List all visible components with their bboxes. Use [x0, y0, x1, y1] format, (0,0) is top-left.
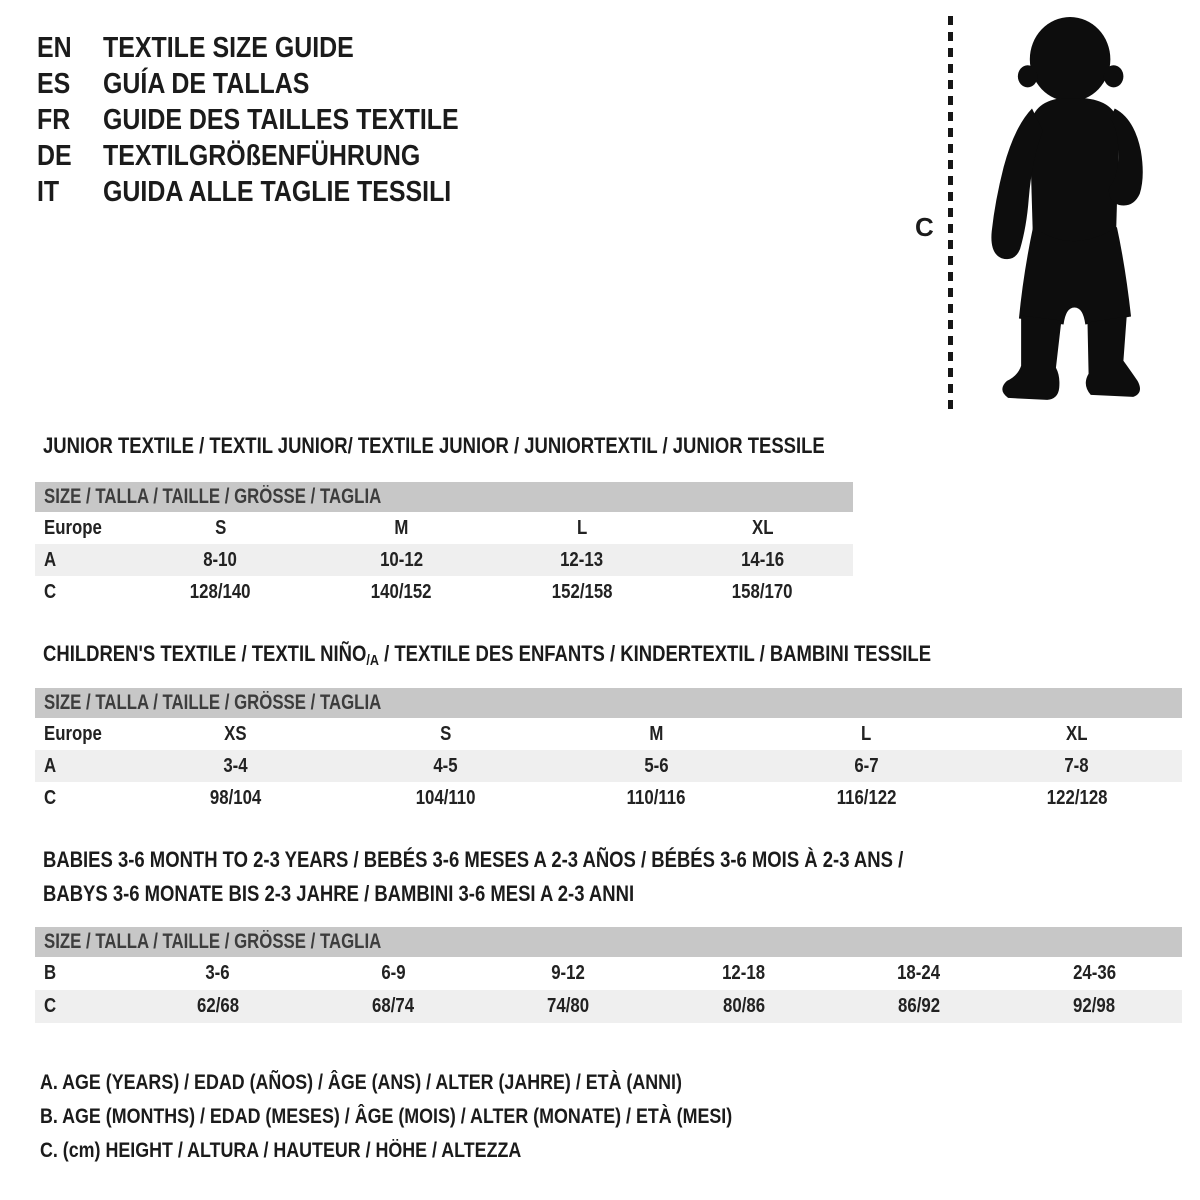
row-label: C — [44, 995, 57, 1017]
table-row-height — [35, 782, 1182, 814]
babies-section-title: BABIES 3-6 MONTH TO 2-3 YEARS / BEBÉS 3-6 MESES A 2-3 AÑOS / BÉBÉS 3-6 MOIS À 2-3 ANS / BABYS 3-6 MONATE BIS 2-3 JAHRE / BAMBINI 3-6 MESI A 2-3 ANNI — [43, 847, 904, 906]
height-cell: 92/98 — [1073, 995, 1116, 1017]
row-label: A — [44, 754, 57, 777]
language-code: IT — [37, 175, 60, 208]
language-row-es — [37, 66, 517, 102]
language-code: ES — [37, 67, 71, 100]
language-code: DE — [37, 139, 72, 172]
height-cell: 152/158 — [551, 580, 613, 603]
table-row-months — [35, 957, 1182, 990]
silhouette-ear-left — [1018, 65, 1038, 87]
language-row-fr — [37, 102, 517, 138]
months-cell: 9-12 — [551, 962, 586, 984]
junior-size-table — [35, 482, 853, 608]
table-row-age — [35, 544, 853, 576]
size-header-bar: SIZE / TALLA / TAILLE / GRÖSSE / TAGLIA — [35, 688, 1182, 718]
size-cell: S — [214, 516, 226, 539]
junior-section-title: JUNIOR TEXTILE / TEXTIL JUNIOR/ TEXTILE JUNIOR / JUNIORTEXTIL / JUNIOR TESSILE — [43, 433, 825, 458]
children-section-title: CHILDREN'S TEXTILE / TEXTIL $NIÑO_{/A}$ / TEXTILE DES ENFANTS / KINDERTEXTIL / BAMBINI TESSILE — [43, 641, 932, 669]
months-cell: 24-36 — [1072, 962, 1116, 984]
row-label: Europe — [44, 516, 102, 539]
silhouette-leg-left — [1002, 316, 1061, 400]
height-cell: 62/68 — [196, 995, 239, 1017]
row-label: Europe — [44, 722, 102, 745]
row-label: A — [44, 548, 57, 571]
legend-age-months: B. AGE (MONTHS) / EDAD (MESES) / ÂGE (MOIS) / ALTER (MONATE) / ETÀ (MESI) — [40, 1105, 733, 1128]
language-code: EN — [37, 31, 72, 64]
size-cell: M — [394, 516, 409, 539]
legend-height-cm: C. (cm) HEIGHT / ALTURA / HAUTEUR / HÖHE / ALTEZZA — [40, 1139, 522, 1162]
months-cell: 3-6 — [205, 962, 230, 984]
guide-title-de: TEXTILGRÖßENFÜHRUNG — [103, 139, 421, 172]
language-code: FR — [37, 103, 71, 136]
size-cell: XL — [751, 516, 774, 539]
language-row-it — [37, 174, 517, 210]
size-cell: L — [861, 722, 872, 745]
guide-title-es: GUÍA DE TALLAS — [103, 67, 310, 100]
size-cell: L — [576, 516, 588, 539]
guide-title-en: TEXTILE SIZE GUIDE — [103, 31, 354, 64]
age-cell: 10-12 — [379, 548, 423, 571]
measurement-legend — [40, 1066, 854, 1168]
months-cell: 18-24 — [897, 962, 941, 984]
silhouette-head — [1030, 17, 1111, 101]
age-cell: 12-13 — [560, 548, 604, 571]
language-row-en — [37, 30, 517, 66]
height-cell: 86/92 — [897, 995, 940, 1017]
size-cell: M — [649, 722, 664, 745]
table-row-europe — [35, 512, 853, 544]
size-header-bar: SIZE / TALLA / TAILLE / GRÖSSE / TAGLIA — [35, 482, 853, 512]
age-cell: 7-8 — [1064, 754, 1089, 777]
months-cell: 12-18 — [722, 962, 766, 984]
babies-size-table — [35, 927, 1182, 1023]
age-cell: 4-5 — [433, 754, 458, 777]
legend-age-years: A. AGE (YEARS) / EDAD (AÑOS) / ÂGE (ANS) / ALTER (JAHRE) / ETÀ (ANNI) — [40, 1071, 682, 1094]
height-cell: 110/116 — [626, 786, 686, 809]
height-cell: 122/128 — [1046, 786, 1108, 809]
silhouette-ear-right — [1104, 65, 1124, 87]
age-cell: 5-6 — [643, 754, 669, 777]
silhouette-shorts — [1019, 227, 1131, 324]
age-cell: 6-7 — [854, 754, 879, 777]
table-row-europe — [35, 718, 1182, 750]
size-cell: S — [440, 722, 452, 745]
height-measure-label: C — [915, 212, 934, 242]
height-cell: 128/140 — [190, 580, 251, 603]
row-label: B — [44, 962, 57, 984]
size-cell: XS — [223, 722, 247, 745]
age-cell: 8-10 — [203, 548, 238, 571]
months-cell: 6-9 — [380, 962, 406, 984]
silhouette-leg-right — [1086, 317, 1140, 397]
table-row-age — [35, 750, 1182, 782]
guide-title-fr: GUIDE DES TAILLES TEXTILE — [103, 103, 459, 136]
language-row-de — [37, 138, 517, 174]
height-cell: 98/104 — [209, 786, 261, 809]
height-cell: 158/170 — [732, 580, 793, 603]
size-cell: XL — [1066, 722, 1088, 745]
height-cell: 74/80 — [547, 995, 590, 1017]
row-label: C — [44, 580, 57, 603]
language-title-list — [37, 30, 517, 210]
children-size-table — [35, 688, 1182, 814]
silhouette-torso — [1030, 98, 1119, 253]
height-cell: 80/86 — [722, 995, 765, 1017]
table-row-height — [35, 990, 1182, 1023]
height-cell: 140/152 — [370, 580, 432, 603]
height-cell: 68/74 — [371, 995, 415, 1017]
toddler-silhouette — [958, 14, 1143, 416]
age-cell: 14-16 — [741, 548, 785, 571]
nino-a-subscript: /A — [366, 652, 379, 669]
height-cell: 116/122 — [836, 786, 897, 809]
age-cell: 3-4 — [223, 754, 248, 777]
size-header-bar: SIZE / TALLA / TAILLE / GRÖSSE / TAGLIA — [35, 927, 1182, 957]
guide-title-it: GUIDA ALLE TAGLIE TESSILI — [103, 175, 452, 208]
height-measure-dotted-line — [948, 16, 953, 416]
table-row-height — [35, 576, 853, 608]
height-cell: 104/110 — [415, 786, 476, 809]
row-label: C — [44, 786, 57, 809]
